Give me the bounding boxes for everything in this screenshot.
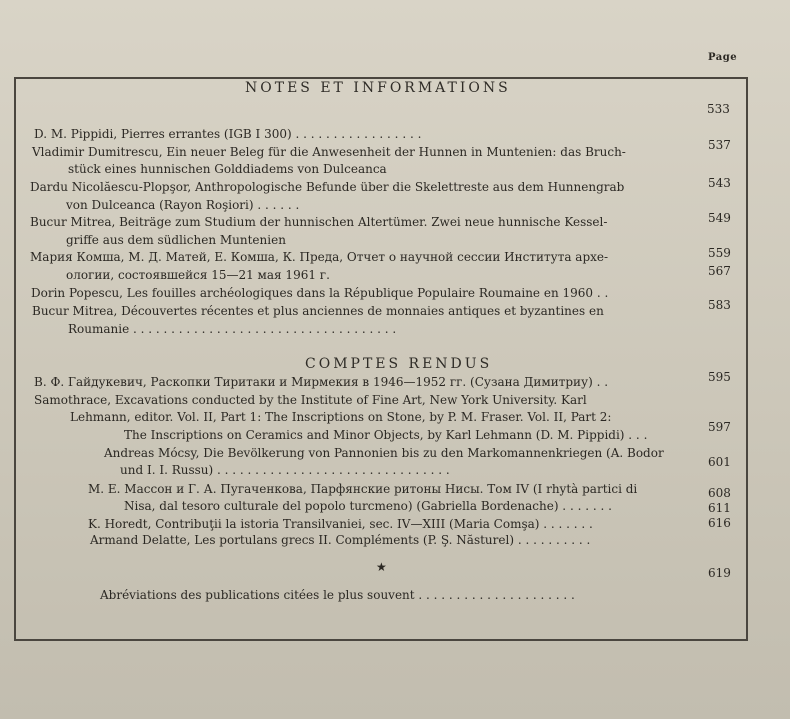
entry-line: Nisa, dal tesoro culturale del popolo turcmeno) (Gabriella Bordenache) . . . . . . . bbox=[124, 499, 612, 513]
entry-line: griffe aus dem südlichen Muntenien bbox=[66, 233, 286, 247]
page-number: 616 bbox=[708, 516, 731, 530]
page-column-label: Page bbox=[708, 52, 738, 63]
star-ornament: ★ bbox=[376, 560, 387, 574]
entry-line: Dorin Popescu, Les fouilles archéologiques dans la République Populaire Roumaine en 1960 . . bbox=[31, 286, 609, 300]
entry-line: Bucur Mitrea, Beiträge zum Studium der hunnischen Altertümer. Zwei neue hunnische Kessel- bbox=[30, 215, 608, 229]
entry-line: В. Ф. Гайдукевич, Раскопки Тиритаки и Мирмекия в 1946—1952 гг. (Сузана Димитриу) . . bbox=[34, 375, 609, 389]
page-number: 567 bbox=[708, 264, 731, 278]
entry-line: Vladimir Dumitrescu, Ein neuer Beleg für die Anwesenheit der Hunnen in Muntenien: das Bruch- bbox=[32, 145, 626, 159]
page-number: 601 bbox=[708, 455, 731, 469]
page-number: 597 bbox=[708, 420, 731, 434]
entry-line: Armand Delatte, Les portulans grecs II. Compléments (P. Ş. Năsturel) . . . . . . . . . . bbox=[90, 533, 591, 547]
entry-line: und I. I. Russu) . . . . . . . . . . . . . . . . . . . . . . . . . . . . . . . bbox=[120, 463, 450, 477]
entry-line: М. Е. Массон и Г. А. Пугаченкова, Парфянские ритоны Нисы. Том IV (I rhytà partici di bbox=[88, 482, 638, 496]
entry-line: Roumanie . . . . . . . . . . . . . . . . . . . . . . . . . . . . . . . . . . . bbox=[68, 322, 397, 336]
page-number: 549 bbox=[708, 211, 731, 225]
entry-line: Мария Комша, М. Д. Матей, Е. Комша, К. Преда, Отчет о научной сессии Института архе- bbox=[30, 250, 609, 264]
page-number: 619 bbox=[708, 566, 731, 580]
entry-line: stück eines hunnischen Golddiadems von Dulceanca bbox=[68, 162, 387, 176]
abbreviations-line: Abréviations des publications citées le plus souvent . . . . . . . . . . . . . . . . . . . . . bbox=[100, 588, 575, 602]
entry-line: von Dulceanca (Rayon Roşiori) . . . . . . bbox=[66, 198, 300, 212]
entry-line: Lehmann, editor. Vol. II, Part 1: The Inscriptions on Stone, by P. M. Fraser. Vol. II, Part 2: bbox=[70, 410, 612, 424]
entry-line: D. M. Pippidi, Pierres errantes (IGB I 300) . . . . . . . . . . . . . . . . . bbox=[34, 127, 422, 141]
notes-section-title: NOTES ET INFORMATIONS bbox=[245, 80, 511, 96]
entry-line: Dardu Nicolăescu-Plopşor, Anthropologische Befunde über die Skelettreste aus dem Hunnengrab bbox=[30, 180, 625, 194]
entry-line: ологии, состоявшейся 15—21 мая 1961 г. bbox=[66, 268, 330, 282]
page-number: 533 bbox=[707, 102, 730, 116]
entry-line: The Inscriptions on Ceramics and Minor Objects, by Karl Lehmann (D. M. Pippidi) . . . bbox=[124, 428, 648, 442]
entry-line: Samothrace, Excavations conducted by the Institute of Fine Art, New York University. Karl bbox=[34, 393, 587, 407]
page-number: 611 bbox=[708, 501, 731, 515]
page-number: 537 bbox=[708, 138, 731, 152]
entry-line: K. Horedt, Contribuţii la istoria Transilvaniei, sec. IV—XIII (Maria Comşa) . . . . . . . bbox=[88, 517, 593, 531]
page-number: 559 bbox=[708, 246, 731, 260]
page-number: 608 bbox=[708, 486, 731, 500]
page-number: 583 bbox=[708, 298, 731, 312]
entry-line: Andreas Mócsy, Die Bevölkerung von Pannonien bis zu den Markomannenkriegen (A. Bodor bbox=[104, 446, 664, 460]
page-number: 543 bbox=[708, 176, 731, 190]
entry-line: Bucur Mitrea, Découvertes récentes et plus anciennes de monnaies antiques et byzantines en bbox=[32, 304, 604, 318]
comptes-section-title: COMPTES RENDUS bbox=[305, 356, 493, 372]
page-number: 595 bbox=[708, 370, 731, 384]
